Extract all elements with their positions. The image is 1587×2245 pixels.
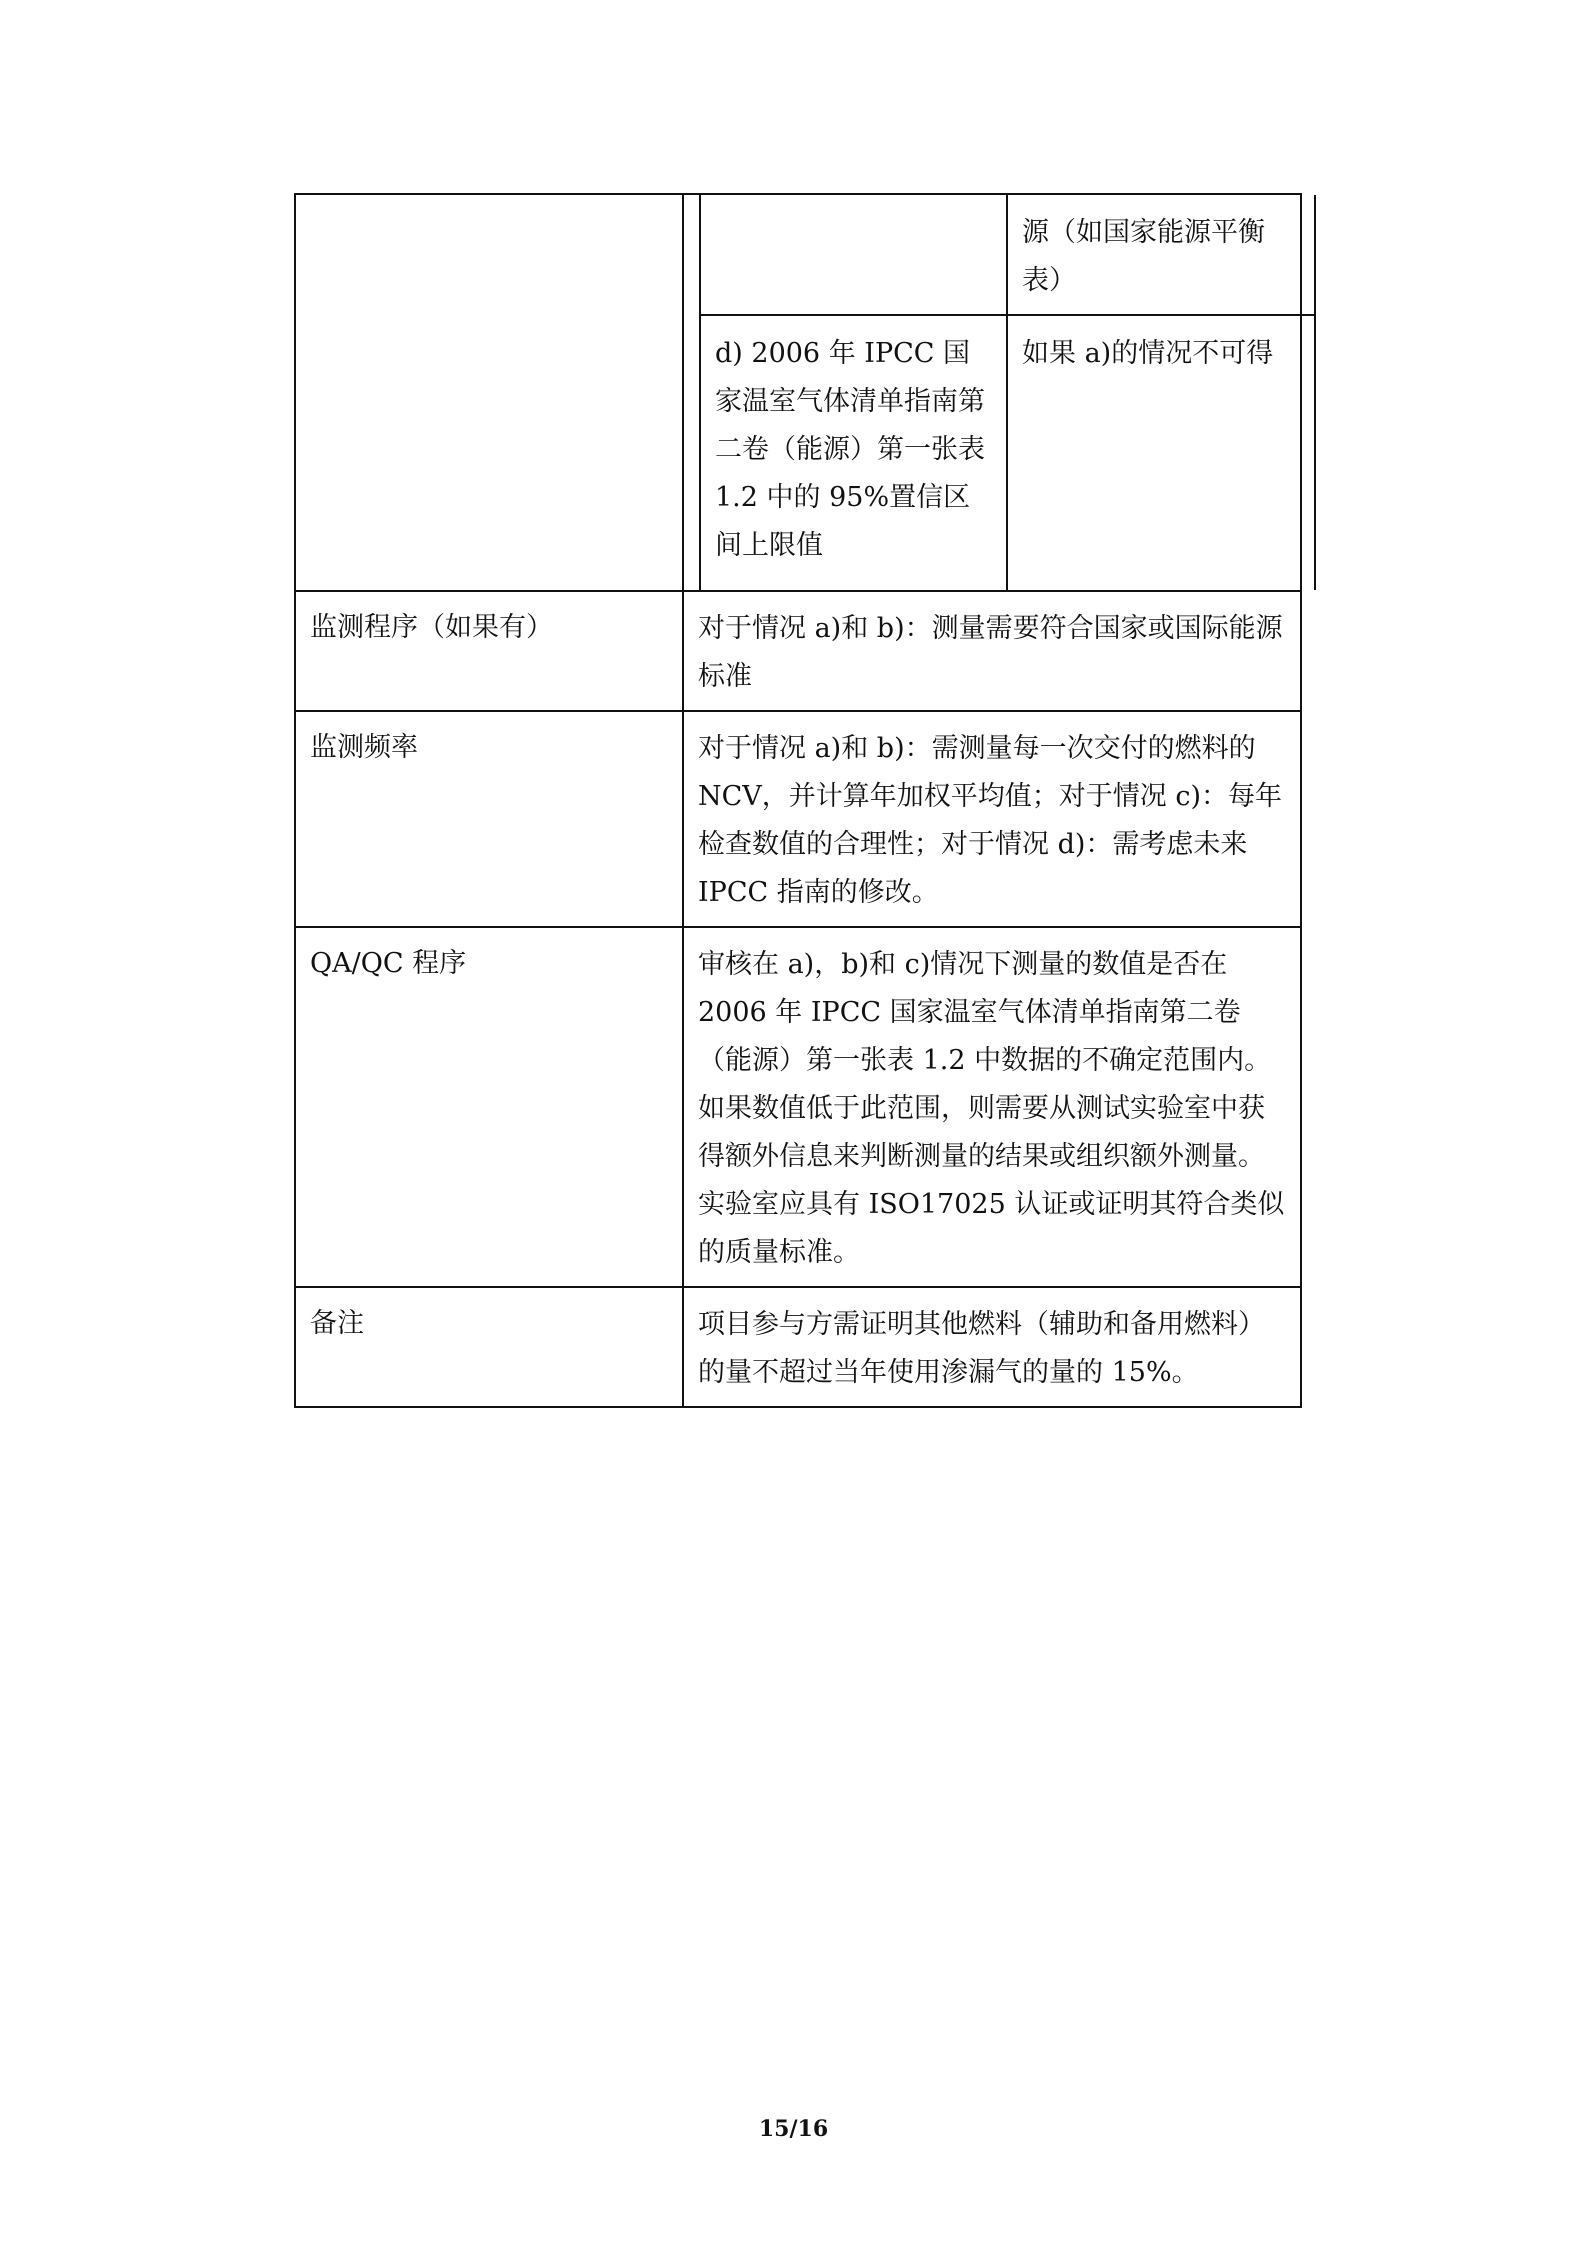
nested-cell-condition: 如果 a)的情况不可得 [1007,315,1315,590]
table-row [295,711,1301,927]
row-content: 对于情况 a)和 b)：需测量每一次交付的燃料的 NCV，并计算年加权平均值；对于情况 c)：每年检查数值的合理性；对于情况 d)：需考虑未来 IPCC 指南的修改。 [683,711,1301,927]
nested-cell-option [700,195,1007,315]
row-label: QA/QC 程序 [295,927,683,1287]
row-content: 项目参与方需证明其他燃料（辅助和备用燃料）的量不超过当年使用渗漏气的量的 15%。 [683,1287,1301,1407]
row-label: 监测频率 [295,711,683,927]
empty-label-cell [295,194,683,591]
nested-row [700,315,1315,590]
nested-row [700,195,1315,315]
table-row [295,591,1301,711]
table-row [295,1287,1301,1407]
nested-cell-option: d) 2006 年 IPCC 国家温室气体清单指南第二卷（能源）第一张表 1.2 中的 95%置信区间上限值 [700,315,1007,590]
row-label: 备注 [295,1287,683,1407]
nested-table-cell [683,194,1301,591]
nested-options-table [699,195,1316,590]
row-label: 监测程序（如果有） [295,591,683,711]
row-content: 对于情况 a)和 b)：测量需要符合国家或国际能源标准 [683,591,1301,711]
nested-cell-condition: 源（如国家能源平衡表） [1007,195,1315,315]
table-row [295,927,1301,1287]
parameter-table [294,193,1302,1408]
page-number: 15/16 [758,2116,829,2142]
continued-row [295,194,1301,591]
row-content: 审核在 a)，b)和 c)情况下测量的数值是否在 2006 年 IPCC 国家温室气体清单指南第二卷（能源）第一张表 1.2 中数据的不确定范围内。如果数值低于此范围，则需要从测试实验室中获得额外信息来判断测量的结果或组织额外测量。实验室应具有 ISO17025 认证或证明其符合类似的质量标准。 [683,927,1301,1287]
